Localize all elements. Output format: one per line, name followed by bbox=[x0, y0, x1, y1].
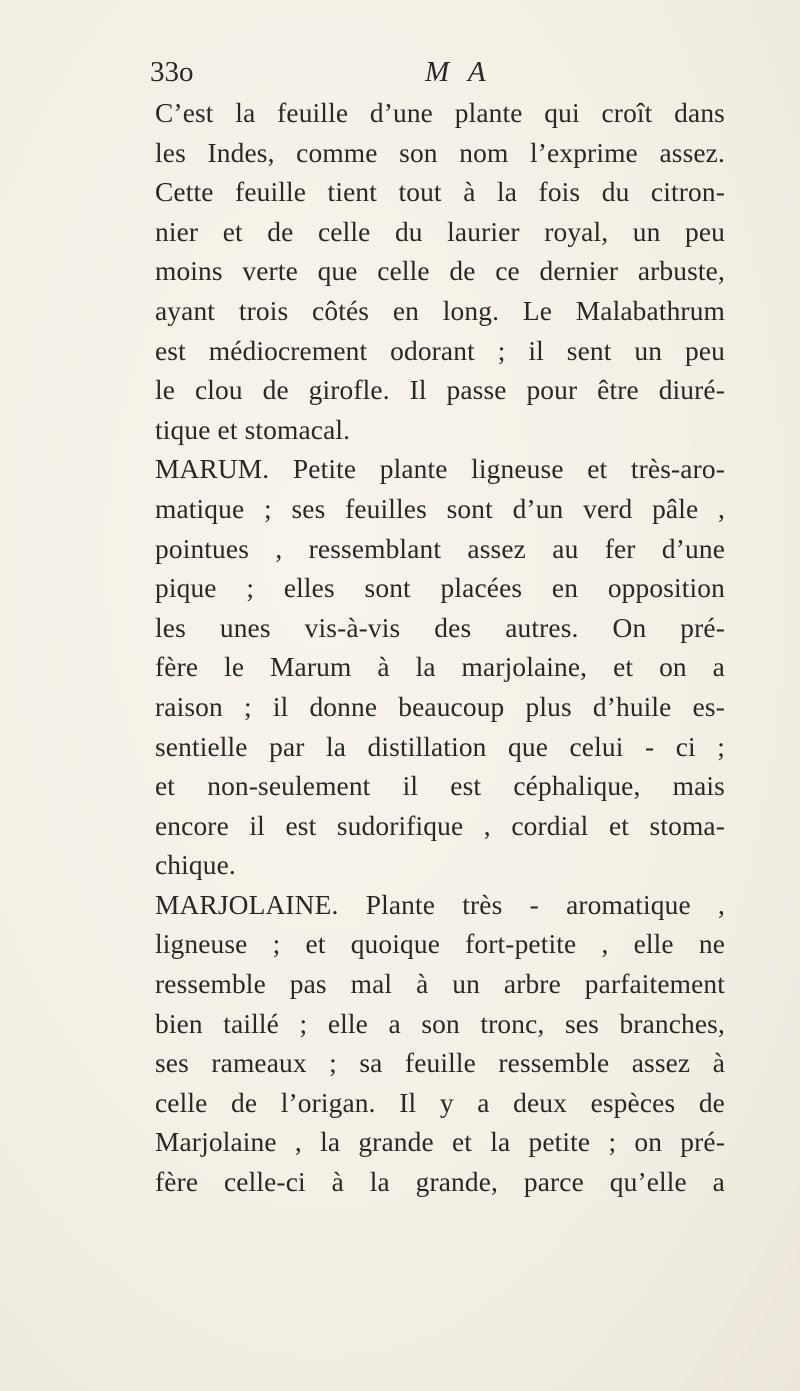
text-line: celle de l’origan. Il y a deux espèces de bbox=[155, 1087, 725, 1118]
page-number: 33o bbox=[150, 56, 194, 88]
text-line: C’est la feuille d’une plante qui croît dans bbox=[155, 98, 725, 128]
text-line: tique et stomacal. bbox=[155, 414, 351, 445]
entry-heading-line: MARJOLAINE. Plante très - aromatique , bbox=[155, 889, 725, 920]
text-line: fère celle-ci à la grande, parce qu’elle a bbox=[155, 1167, 725, 1198]
text-line: pointues , ressemblant assez au fer d’une bbox=[155, 533, 725, 564]
page-header bbox=[150, 56, 700, 96]
text-line: ligneuse ; et quoique fort-petite , elle ne bbox=[155, 929, 725, 960]
text-line: et non-seulement il est céphalique, mais bbox=[155, 771, 725, 802]
text-line: encore il est sudorifique , cordial et stoma- bbox=[155, 810, 725, 841]
entry-heading-line: MARUM. Petite plante ligneuse et très-aro- bbox=[155, 454, 725, 485]
text-line: Marjolaine , la grande et la petite ; on pré- bbox=[155, 1127, 725, 1158]
text-line: les Indes, comme son nom l’exprime assez. bbox=[155, 137, 725, 168]
text-line: les unes vis-à-vis des autres. On pré- bbox=[155, 612, 725, 643]
text-line: ayant trois côtés en long. Le Malabathrum bbox=[155, 295, 725, 326]
running-head: M A bbox=[425, 56, 492, 88]
text-line: nier et de celle du laurier royal, un peu bbox=[155, 216, 725, 247]
body-text bbox=[155, 94, 725, 1203]
text-line: matique ; ses feuilles sont d’un verd pâle , bbox=[155, 493, 725, 524]
text-line: Cette feuille tient tout à la fois du citron- bbox=[155, 177, 725, 208]
text-line: ressemble pas mal à un arbre parfaitement bbox=[155, 969, 725, 1000]
text-line: est médiocrement odorant ; il sent un peu bbox=[155, 335, 725, 366]
text-line: pique ; elles sont placées en opposition bbox=[155, 573, 725, 604]
text-line: moins verte que celle de ce dernier arbuste, bbox=[155, 256, 725, 287]
text-line: fère le Marum à la marjolaine, et on a bbox=[155, 652, 725, 683]
text-line: le clou de girofle. Il passe pour être diuré- bbox=[155, 375, 725, 406]
text-line: ses rameaux ; sa feuille ressemble assez à bbox=[155, 1048, 725, 1079]
text-line: bien taillé ; elle a son tronc, ses branches, bbox=[155, 1008, 725, 1039]
text-line: raison ; il donne beaucoup plus d’huile es- bbox=[155, 691, 725, 722]
text-line: chique. bbox=[155, 850, 236, 881]
text-line: sentielle par la distillation que celui - ci ; bbox=[155, 731, 725, 762]
